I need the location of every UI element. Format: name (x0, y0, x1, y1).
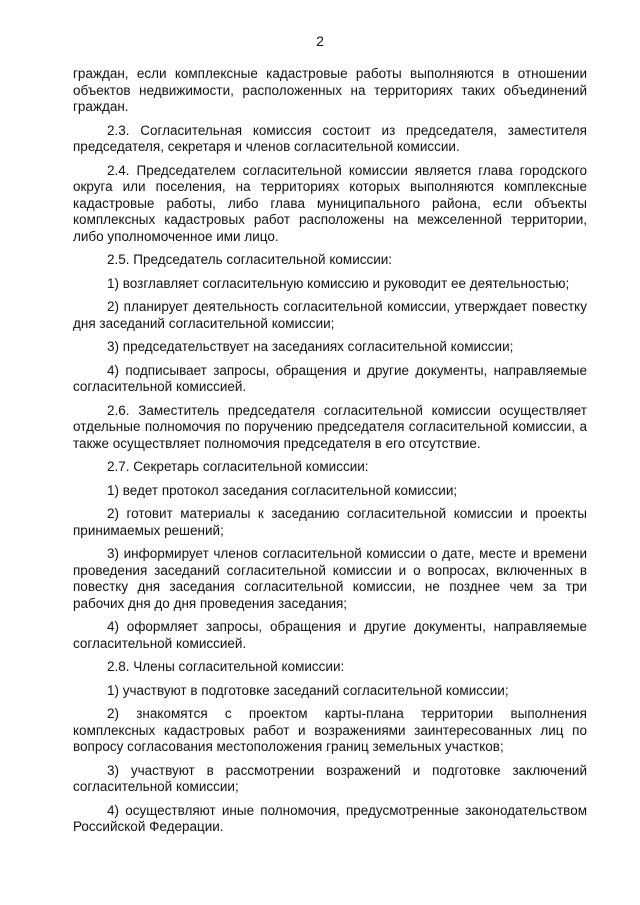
paragraph-2-3: 2.3. Согласительная комиссия состоит из председателя, заместителя председателя, секретаря и членов согласительной комиссии. (73, 122, 587, 154)
paragraph-2-7-item-3: 3) информирует членов согласительной комиссии о дате, месте и времени проведения заседаний согласительной комиссии и о вопросах, включенных в повестку дня заседания согласительной комиссии, не позднее чем за три рабочих дня до дня проведения заседания; (73, 546, 587, 611)
paragraph-2-4: 2.4. Председателем согласительной комиссии является глава городского округа или поселения, на территориях которых выполняются комплексные кадастровые работы, либо глава муниципального района, если объекты комплексных кадастровых работ расположены на межселенной территории, либо уполномоченное ими лицо. (73, 162, 587, 244)
document-body (73, 66, 587, 843)
paragraph-2-8-item-3: 3) участвуют в рассмотрении возражений и подготовке заключений согласительной комиссии; (73, 762, 587, 794)
paragraph-2-7-item-1: 1) ведет протокол заседания согласительной комиссии; (107, 482, 458, 498)
paragraph-2-7-item-2: 2) готовит материалы к заседанию согласительной комиссии и проекты принимаемых решений; (73, 506, 587, 538)
paragraph-2-8: 2.8. Члены согласительной комиссии: (107, 659, 345, 674)
paragraph-2-7: 2.7. Секретарь согласительной комиссии: (107, 459, 369, 474)
paragraph-2-6: 2.6. Заместитель председателя согласительной комиссии осуществляет отдельные полномочия по поручению председателя согласительной комиссии, а также осуществляет полномочия председателя в его отсутствие. (73, 402, 587, 451)
paragraph-2-8-item-1: 1) участвуют в подготовке заседаний согласительной комиссии; (107, 682, 509, 698)
paragraph-2-5: 2.5. Председатель согласительной комиссии: (107, 252, 393, 267)
paragraph-2-8-item-2: 2) знакомятся с проектом карты-плана территории выполнения комплексных кадастровых работ и возражениями заинтересованных лиц по вопросу согласования местоположения границ земельных участков; (73, 706, 587, 754)
page-number: 2 (316, 33, 324, 49)
paragraph-2-5-item-1: 1) возглавляет согласительную комиссию и руководит ее деятельностью; (107, 275, 570, 291)
paragraph-2-5-item-2: 2) планирует деятельность согласительной комиссии, утверждает повестку дня заседаний согласительной комиссии; (73, 299, 587, 331)
paragraph-2-8-item-4: 4) осуществляют иные полномочия, предусмотренные законодательством Российской Федерации. (73, 802, 587, 834)
paragraph-2-5-item-3: 3) председательствует на заседаниях согласительной комиссии; (107, 339, 514, 354)
paragraph-2-5-item-4: 4) подписывает запросы, обращения и другие документы, направляемые согласительной комиссией. (73, 362, 587, 394)
paragraph-2-7-item-4: 4) оформляет запросы, обращения и другие документы, направляемые согласительной комиссией. (73, 619, 587, 651)
paragraph-continuation: граждан, если комплексные кадастровые работы выполняются в отношении объектов недвижимости, расположенных на территориях таких объединений граждан. (73, 66, 587, 114)
